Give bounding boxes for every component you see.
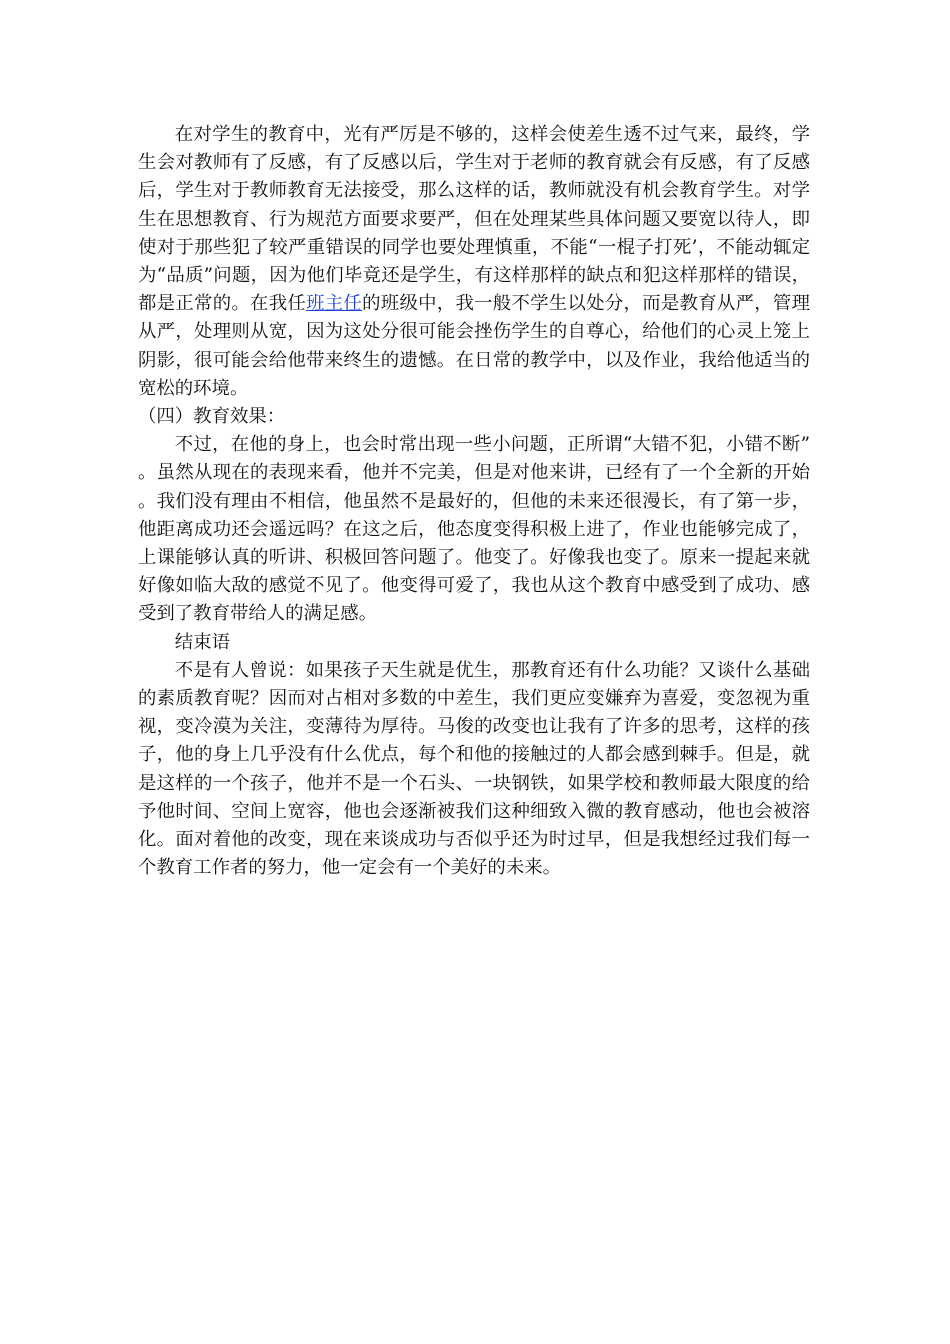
closing-heading: 结束语	[174, 631, 230, 653]
document-page	[138, 121, 810, 882]
paragraph-conclusion: 不是有人曾说：如果孩子天生就是优生，那教育还有什么功能？又谈什么基础的素质教育呢？因而对占相对多数的中差生，我们更应变嫌弃为喜爱，变忽视为重视，变冷漠为关注，变薄待为厚待。马俊的改变也让我有了许多的思考，这样的孩子，他的身上几乎没有什么优点，每个和他的接触过的人都会感到棘手。但是，就是这样的一个孩子，他并不是一个石头、一块钢铁，如果学校和教师最大限度的给予他时间、空间上宽容，他也会逐渐被我们这种细致入微的教育感动，他也会被溶化。面对着他的改变，现在来谈成功与否似乎还为时过早，但是我想经过我们每一个教育工作者的努力，他一定会有一个美好的未来。	[138, 659, 810, 879]
paragraph-strictness-and-leniency	[138, 121, 810, 403]
paragraph-education-results: 不过，在他的身上，也会时常出现一些小问题，正所谓“大错不犯，小错不断”。虽然从现在的表现来看，他并不完美，但是对他来讲，已经有了一个全新的开始。我们没有理由不相信，他虽然不是最好的，但他的未来还很漫长，有了第一步，他距离成功还会遥远吗？在这之后，他态度变得积极上进了，作业也能够完成了，上课能够认真的听讲、积极回答问题了。他变了。好像我也变了。原来一提起来就好像如临大敌的感觉不见了。他变得可爱了，我也从这个教育中感受到了成功、感受到了教育带给人的满足感。	[138, 434, 810, 625]
section-heading-education-results: （四）教育效果：	[138, 406, 286, 428]
head-teacher-link[interactable]: 班主任	[306, 293, 363, 315]
paragraph-text-before-link: 在对学生的教育中，光有严厉是不够的，这样会使差生透不过气来，最终，学生会对教师有了反感，有了反感以后，学生对于老师的教育就会有反感，有了反感后，学生对于教师教育无法接受，那么这样的话，教师就没有机会教育学生。对学生在思想教育、行为规范方面要求要严，但在处理某些具体问题又要宽以待人，即使对于那些犯了较严重错误的同学也要处理慎重，不能“一棍子打死’，不能动辄定为“品质”问题，因为他们毕竟还是学生，有这样那样的缺点和犯这样那样的错误，都是正常的。在我任	[138, 124, 810, 315]
paragraph-text-after-link: 的班级中，我一般不学生以处分，而是教育从严，管理从严，处理则从宽，因为这处分很可能会挫伤学生的自尊心，给他们的心灵上笼上阴影，很可能会给他带来终生的遗憾。在日常的教学中，以及作业，我给他适当的宽松的环境。	[138, 293, 810, 399]
